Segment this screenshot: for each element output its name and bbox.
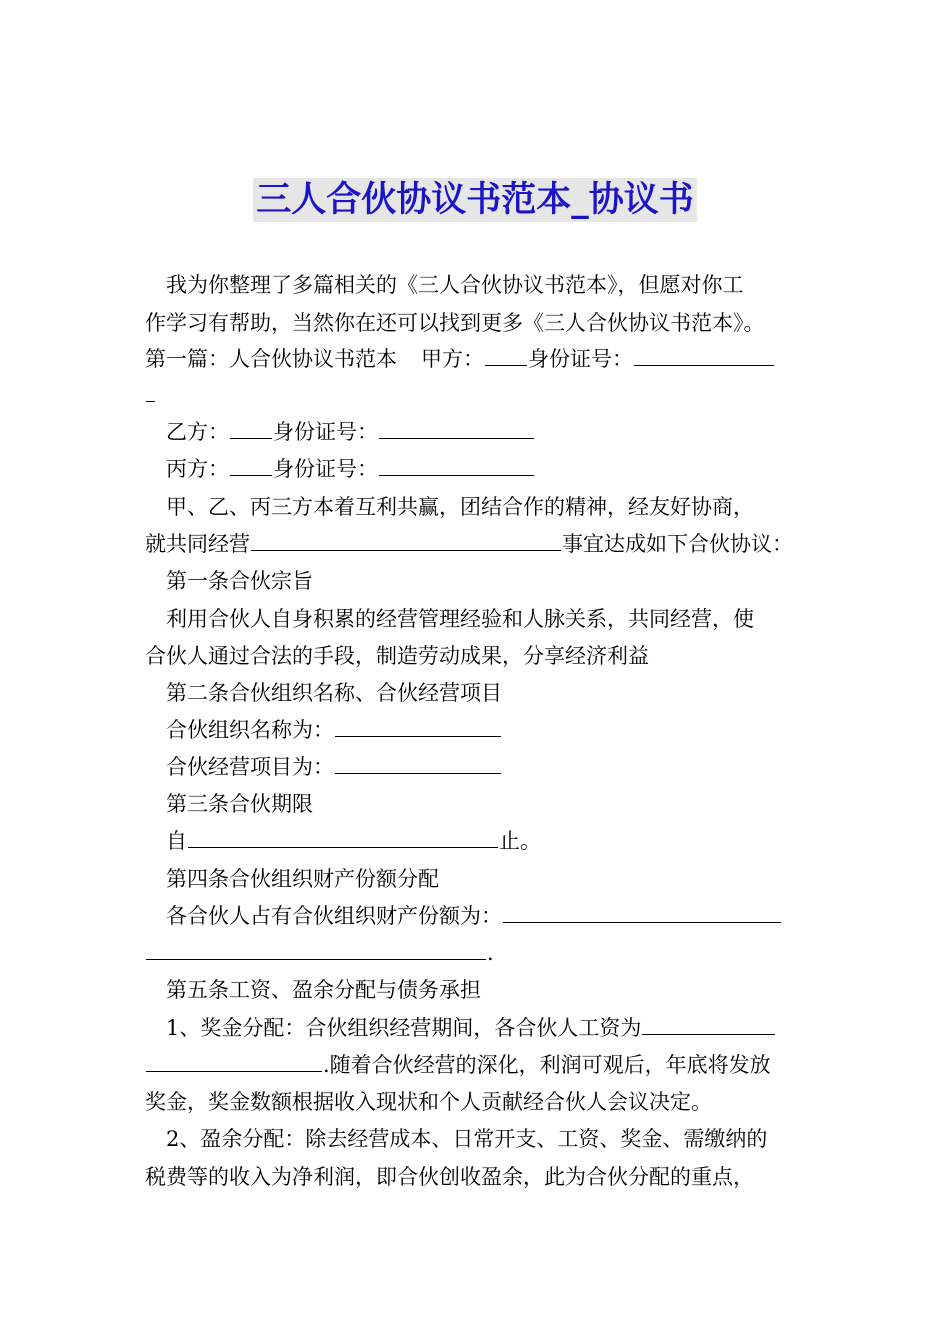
party-c-blank	[230, 456, 272, 476]
article-3-title: 第三条合伙期限	[166, 792, 313, 816]
article-2-name-line	[166, 715, 502, 745]
document-title: 三人合伙协议书范本_协议书	[253, 178, 697, 222]
org-name-label: 合伙组织名称为：	[166, 718, 334, 742]
party-b-id-label: 身份证号：	[273, 420, 378, 444]
article-1-line-1: 利用合伙人自身积累的经营管理经验和人脉关系，共同经营，使	[166, 607, 754, 631]
principle-line-2	[145, 529, 793, 559]
article-4-title: 第四条合伙组织财产份额分配	[166, 867, 439, 891]
article-2-item-line	[166, 752, 502, 782]
principle-line-1: 甲、乙、丙三方本着互利共赢，团结合作的精神，经友好协商，	[166, 495, 754, 519]
principle-pre: 就共同经营	[145, 532, 250, 556]
salary-blank-cont	[146, 1052, 322, 1072]
party-c-id-label: 身份证号：	[273, 457, 378, 481]
property-share-label: 各合伙人占有合伙组织财产份额为：	[166, 904, 502, 928]
term-from: 自	[166, 829, 187, 853]
article-5-1-line-3: 奖金，奖金数额根据收入现状和个人贡献经合伙人会议决定。	[145, 1090, 712, 1114]
party-a-id-blank-cont	[146, 382, 155, 402]
party-a-id-label: 身份证号：	[528, 347, 633, 371]
article-3-term-line	[166, 826, 541, 856]
term-to: 止。	[499, 829, 541, 853]
first-heading-line	[145, 344, 775, 374]
article-4-line-2	[145, 938, 494, 968]
property-share-end: .	[487, 941, 494, 965]
bonus-text: 1、奖金分配：合伙组织经营期间，各合伙人工资为	[166, 1016, 642, 1040]
intro-line-2: 作学习有帮助，当然你在还可以找到更多《三人合伙协议书范本》。	[145, 311, 765, 335]
party-b-label: 乙方：	[166, 420, 229, 444]
article-1-line-2: 合伙人通过合法的手段，制造劳动成果，分享经济利益	[145, 644, 649, 668]
party-b-line	[166, 417, 535, 447]
article-5-1-line-2	[145, 1050, 771, 1080]
property-share-blank-cont	[146, 940, 486, 960]
intro-line-1: 我为你整理了多篇相关的《三人合伙协议书范本》，但愿对你工	[166, 273, 744, 297]
business-item-blank	[335, 754, 501, 774]
first-heading: 第一篇：人合伙协议书范本	[145, 347, 397, 371]
party-c-id-blank	[379, 456, 534, 476]
article-5-1-line-1	[166, 1013, 776, 1043]
article-5-2-line-1: 2、盈余分配：除去经营成本、日常开支、工资、奖金、需缴纳的	[166, 1127, 768, 1151]
salary-blank	[642, 1015, 775, 1035]
bonus-text-cont: .随着合伙经营的深化，利润可观后，年底将发放	[323, 1053, 771, 1077]
party-b-blank	[230, 419, 272, 439]
article-4-line-1	[166, 901, 782, 931]
org-name-blank	[335, 717, 501, 737]
article-1-title: 第一条合伙宗旨	[166, 569, 313, 593]
article-5-title: 第五条工资、盈余分配与债务承担	[166, 978, 481, 1002]
business-item-label: 合伙经营项目为：	[166, 755, 334, 779]
party-a-id-blank	[634, 346, 774, 366]
property-share-blank	[503, 903, 781, 923]
party-c-label: 丙方：	[166, 457, 229, 481]
party-a-id-continuation	[145, 380, 156, 410]
article-5-2-line-2: 税费等的收入为净利润，即合伙创收盈余，此为合伙分配的重点，	[145, 1165, 754, 1189]
party-a-label: 甲方：	[421, 347, 484, 371]
title-area	[0, 178, 950, 222]
article-2-title: 第二条合伙组织名称、合伙经营项目	[166, 681, 502, 705]
term-blank	[188, 828, 498, 848]
business-blank	[251, 531, 561, 551]
party-b-id-blank	[379, 419, 534, 439]
party-c-line	[166, 454, 535, 484]
party-a-blank	[485, 346, 527, 366]
principle-post: 事宜达成如下合伙协议：	[562, 532, 793, 556]
